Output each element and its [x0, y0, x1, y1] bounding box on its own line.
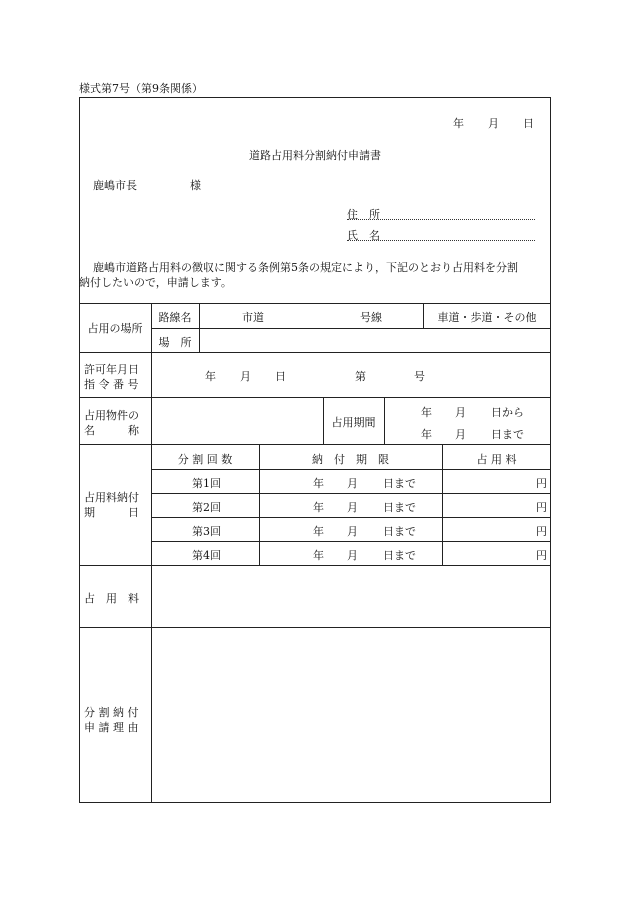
city-road: 市道: [242, 311, 264, 324]
location-label: 場 所: [158, 336, 192, 349]
permit-year: 年: [205, 370, 216, 383]
permit-label-1: 許可年月日: [84, 363, 139, 376]
deadline-day: 日まで: [383, 549, 416, 562]
deadline-year: 年: [313, 549, 324, 562]
intro-text-2: 納付したいので，申請します。: [79, 276, 232, 289]
place-label: 占用の場所: [87, 322, 143, 335]
table-row: [0, 523, 630, 543]
period-from-year: 年: [421, 406, 432, 419]
reason-label-2: 申 請 理 由: [84, 721, 139, 734]
road-type: 車道・歩道・その他: [437, 311, 537, 324]
fee-yen: 円: [536, 549, 547, 562]
header-fee: 占 用 料: [476, 453, 517, 466]
period-to-day: 日まで: [491, 428, 524, 441]
installment-label-1: 占用料納付: [84, 491, 139, 504]
period-from-month: 月: [455, 406, 466, 419]
fee-label: 占 用 料: [84, 592, 139, 605]
permit-label-2: 指 令 番 号: [84, 378, 139, 391]
installment-no: 第2回: [192, 501, 221, 514]
deadline-day: 日まで: [383, 477, 416, 490]
table-row: [0, 499, 630, 519]
permit-day: 日: [275, 370, 286, 383]
location-field[interactable]: [200, 329, 550, 351]
table-row: [0, 547, 630, 567]
header-count: 分 割 回 数: [177, 453, 233, 466]
object-name-field[interactable]: [152, 398, 322, 443]
name-label: 氏 名: [347, 229, 380, 242]
address-line[interactable]: [347, 219, 535, 220]
period-from-day: 日から: [491, 406, 524, 419]
addressee-name: 鹿嶋市長: [93, 179, 137, 192]
reason-label-1: 分 割 納 付: [84, 706, 139, 719]
deadline-day: 日まで: [383, 525, 416, 538]
addressee-honorific: 様: [190, 179, 201, 192]
fee-yen: 円: [536, 501, 547, 514]
installment-label-2: 期 日: [84, 506, 139, 519]
period-label: 占用期間: [331, 416, 376, 429]
permit-month: 月: [240, 370, 251, 383]
intro-text-1: 鹿嶋市道路占用料の徴収に関する条例第5条の規定により，下記のとおり占用料を分割: [93, 261, 518, 274]
form-title: 道路占用料分割納付申請書: [249, 149, 381, 162]
deadline-month: 月: [347, 477, 358, 490]
object-label-1: 占用物件の: [84, 409, 139, 422]
deadline-year: 年: [313, 525, 324, 538]
address-label: 住 所: [347, 208, 380, 221]
date-month: 月: [488, 117, 499, 130]
date-day: 日: [523, 117, 534, 130]
table-row: [0, 475, 630, 495]
route-number: 号線: [360, 311, 382, 324]
period-to-month: 月: [455, 428, 466, 441]
header-deadline: 納 付 期 限: [312, 453, 389, 466]
reason-field[interactable]: [152, 628, 550, 802]
fee-yen: 円: [536, 477, 547, 490]
deadline-year: 年: [313, 501, 324, 514]
name-line[interactable]: [347, 240, 535, 241]
deadline-month: 月: [347, 525, 358, 538]
deadline-day: 日まで: [383, 501, 416, 514]
permit-dai: 第: [355, 370, 366, 383]
period-to-year: 年: [421, 428, 432, 441]
installment-no: 第3回: [192, 525, 221, 538]
deadline-year: 年: [313, 477, 324, 490]
object-label-2: 名 称: [84, 424, 139, 437]
fee-field[interactable]: [152, 566, 550, 626]
installment-no: 第4回: [192, 549, 221, 562]
form-number: 様式第7号（第9条関係）: [79, 82, 203, 95]
route-label: 路線名: [158, 311, 192, 324]
installment-no: 第1回: [192, 477, 221, 490]
date-year: 年: [453, 117, 464, 130]
fee-yen: 円: [536, 525, 547, 538]
deadline-month: 月: [347, 501, 358, 514]
deadline-month: 月: [347, 549, 358, 562]
permit-go: 号: [414, 370, 425, 383]
